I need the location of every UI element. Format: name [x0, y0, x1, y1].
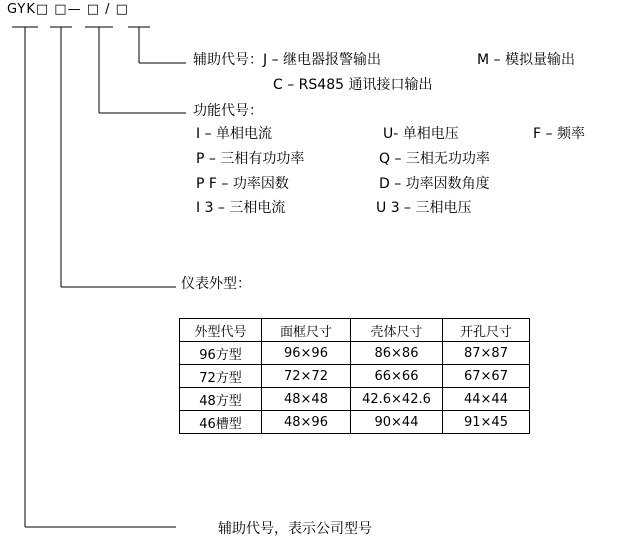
table-cell: 48方型: [180, 388, 262, 411]
table-cell: 66×66: [351, 365, 443, 388]
table-cell: 87×87: [443, 342, 530, 365]
function-item: I – 单相电流: [196, 126, 273, 142]
table-cell: 96×96: [262, 342, 351, 365]
table-header-cell: 外型代号: [180, 319, 262, 342]
company-label: 辅助代号，表示公司型号: [218, 521, 372, 537]
table-cell: 48×48: [262, 388, 351, 411]
table-header-cell: 面框尺寸: [262, 319, 351, 342]
table-cell: 44×44: [443, 388, 530, 411]
aux-output-c: C – RS485 通讯接口输出: [273, 77, 433, 93]
table-row: [180, 365, 530, 388]
table-header-cell: 开孔尺寸: [443, 319, 530, 342]
shape-label: 仪表外型：: [181, 276, 251, 292]
function-label: 功能代号：: [193, 103, 263, 119]
table-cell: 42.6×42.6: [351, 388, 443, 411]
function-item: U 3 – 三相电压: [376, 200, 472, 216]
table-row: [180, 342, 530, 365]
table-header-row: [180, 319, 530, 342]
table-cell: 67×67: [443, 365, 530, 388]
table-cell: 46槽型: [180, 411, 262, 434]
table-cell: 96方型: [180, 342, 262, 365]
function-item: D – 功率因数角度: [379, 176, 490, 192]
table-cell: 48×96: [262, 411, 351, 434]
shape-spec-table: [179, 318, 530, 434]
function-item: P F – 功率因数: [196, 176, 289, 192]
table-cell: 72方型: [180, 365, 262, 388]
table-cell: 72×72: [262, 365, 351, 388]
aux-output-m: M – 模拟量输出: [477, 52, 575, 68]
function-item: U- 单相电压: [383, 126, 459, 142]
function-item: F – 频率: [533, 126, 585, 142]
model-code: GYK□ □— □ / □: [7, 2, 129, 17]
table-cell: 86×86: [351, 342, 443, 365]
table-row: [180, 411, 530, 434]
function-item: Q – 三相无功功率: [379, 151, 490, 167]
table-cell: 91×45: [443, 411, 530, 434]
aux-output-label: 辅助代号：J – 继电器报警输出: [193, 52, 382, 68]
table-cell: 90×44: [351, 411, 443, 434]
table-row: [180, 388, 530, 411]
table-header-cell: 壳体尺寸: [351, 319, 443, 342]
function-item: I 3 – 三相电流: [196, 200, 286, 216]
function-item: P – 三相有功功率: [196, 151, 305, 167]
